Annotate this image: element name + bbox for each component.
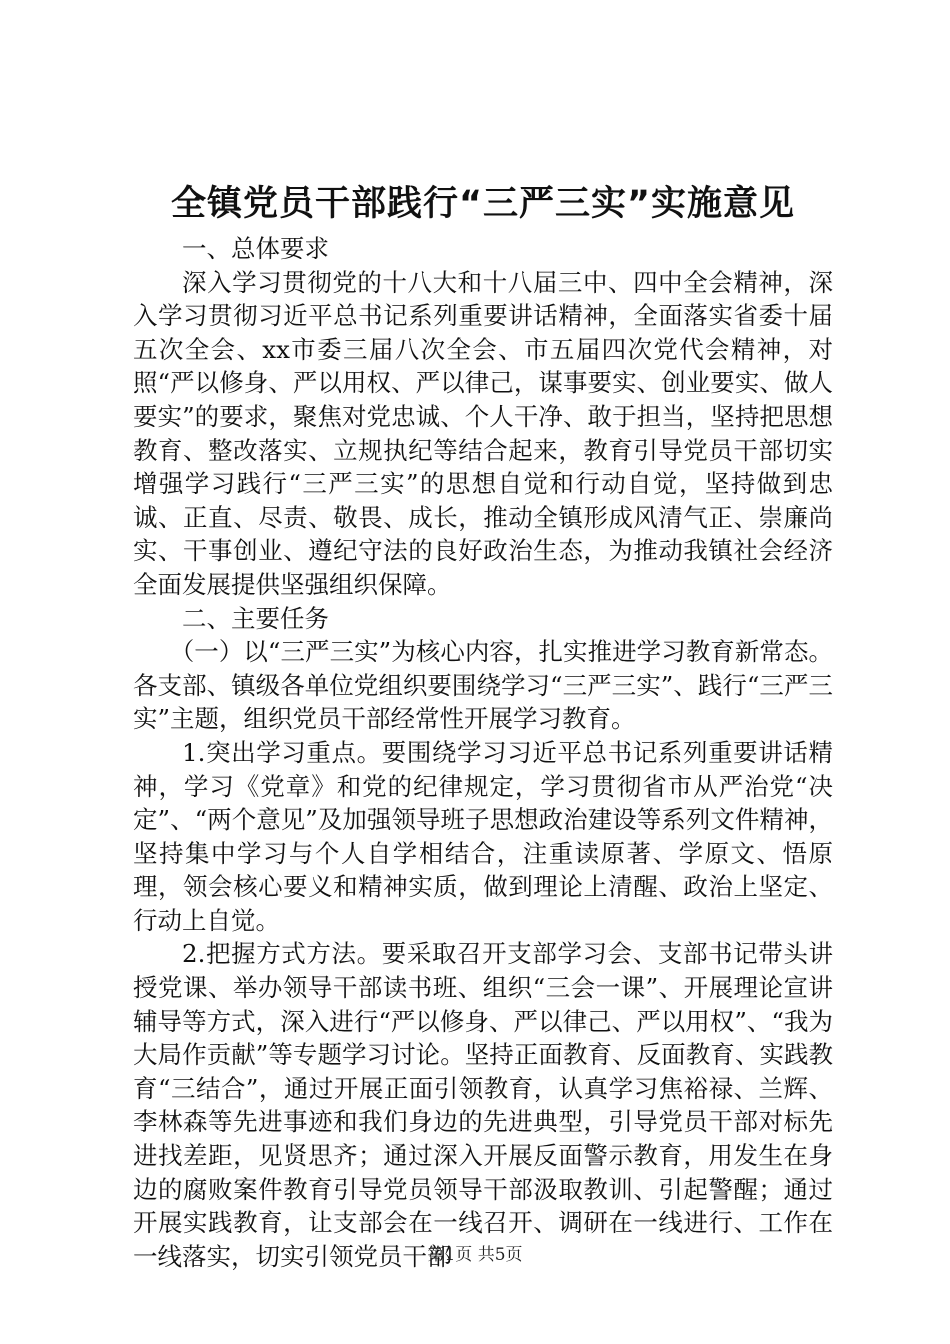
section-heading-main-tasks: 二、主要任务: [182, 603, 329, 633]
section-heading-general-requirements: 一、总体要求: [182, 234, 329, 263]
document-title: 全镇党员干部践行“三严三实”实施意见: [170, 184, 795, 224]
paragraph-methods: 2.把握方式方法。要采取召开支部学习会、支部书记带头讲授党课、举办领导干部读书班、组织“三会一课”、开展理论宣讲辅导等方式，深入进行“严以修身、严以律己、严以用权”、“我为大局作贡献”等专题学习讨论。坚持正面教育、反面教育、实践教育“三结合”，通过开展正面引领教育，认真学习焦裕禄、兰辉、李林森等先进事迹和我们身边的先进典型，引导党员干部对标先进找差距，见贤思齐；通过深入开展反面警示教育，用发生在身边的腐败案件教育引导党员领导干部汲取教训、引起警醒；通过开展实践教育，让支部会在一线召开、调研在一线进行、工作在一线落实，切实引领党员干部: [133, 939, 833, 1271]
paragraph-study-focus: 1.突出学习重点。要围绕学习习近平总书记系列重要讲话精神，学习《党章》和党的纪律规定，学习贯彻省市从严治党“决定”、“两个意见”及加强领导班子思想政治建设等系列文件精神，坚持集中学习与个人自学相结合，注重读原著、学原文、悟原理，领会核心要义和精神实质，做到理论上清醒、政治上坚定、行动上自觉。: [133, 737, 833, 935]
paragraph-task-one: （一）以“三严三实”为核心内容，扎实推进学习教育新常态。各支部、镇级各单位党组织要围绕学习“三严三实”、践行“三严三实”主题，组织党员干部经常性开展学习教育。: [133, 637, 833, 734]
document-body: [133, 232, 833, 1273]
paragraph-general-requirements: 深入学习贯彻党的十八大和十八届三中、四中全会精神，深入学习贯彻习近平总书记系列重要讲话精神，全面落实省委十届五次全会、xx市委三届八次全会、市五届四次党代会精神，对照“严以修身、严以用权、严以律己，谋事要实、创业要实、做人要实”的要求，聚焦对党忠诚、个人干净、敢于担当，坚持把思想教育、整改落实、立规执纪等结合起来，教育引导党员干部切实增强学习践行“三严三实”的思想自觉和行动自觉，坚持做到忠诚、正直、尽责、敬畏、成长，推动全镇形成风清气正、崇廉尚实、干事创业、遵纪守法的良好政治生态，为推动我镇社会经济全面发展提供坚强组织保障。: [133, 267, 833, 599]
page-footer: 第1页 共5页: [427, 1245, 523, 1265]
